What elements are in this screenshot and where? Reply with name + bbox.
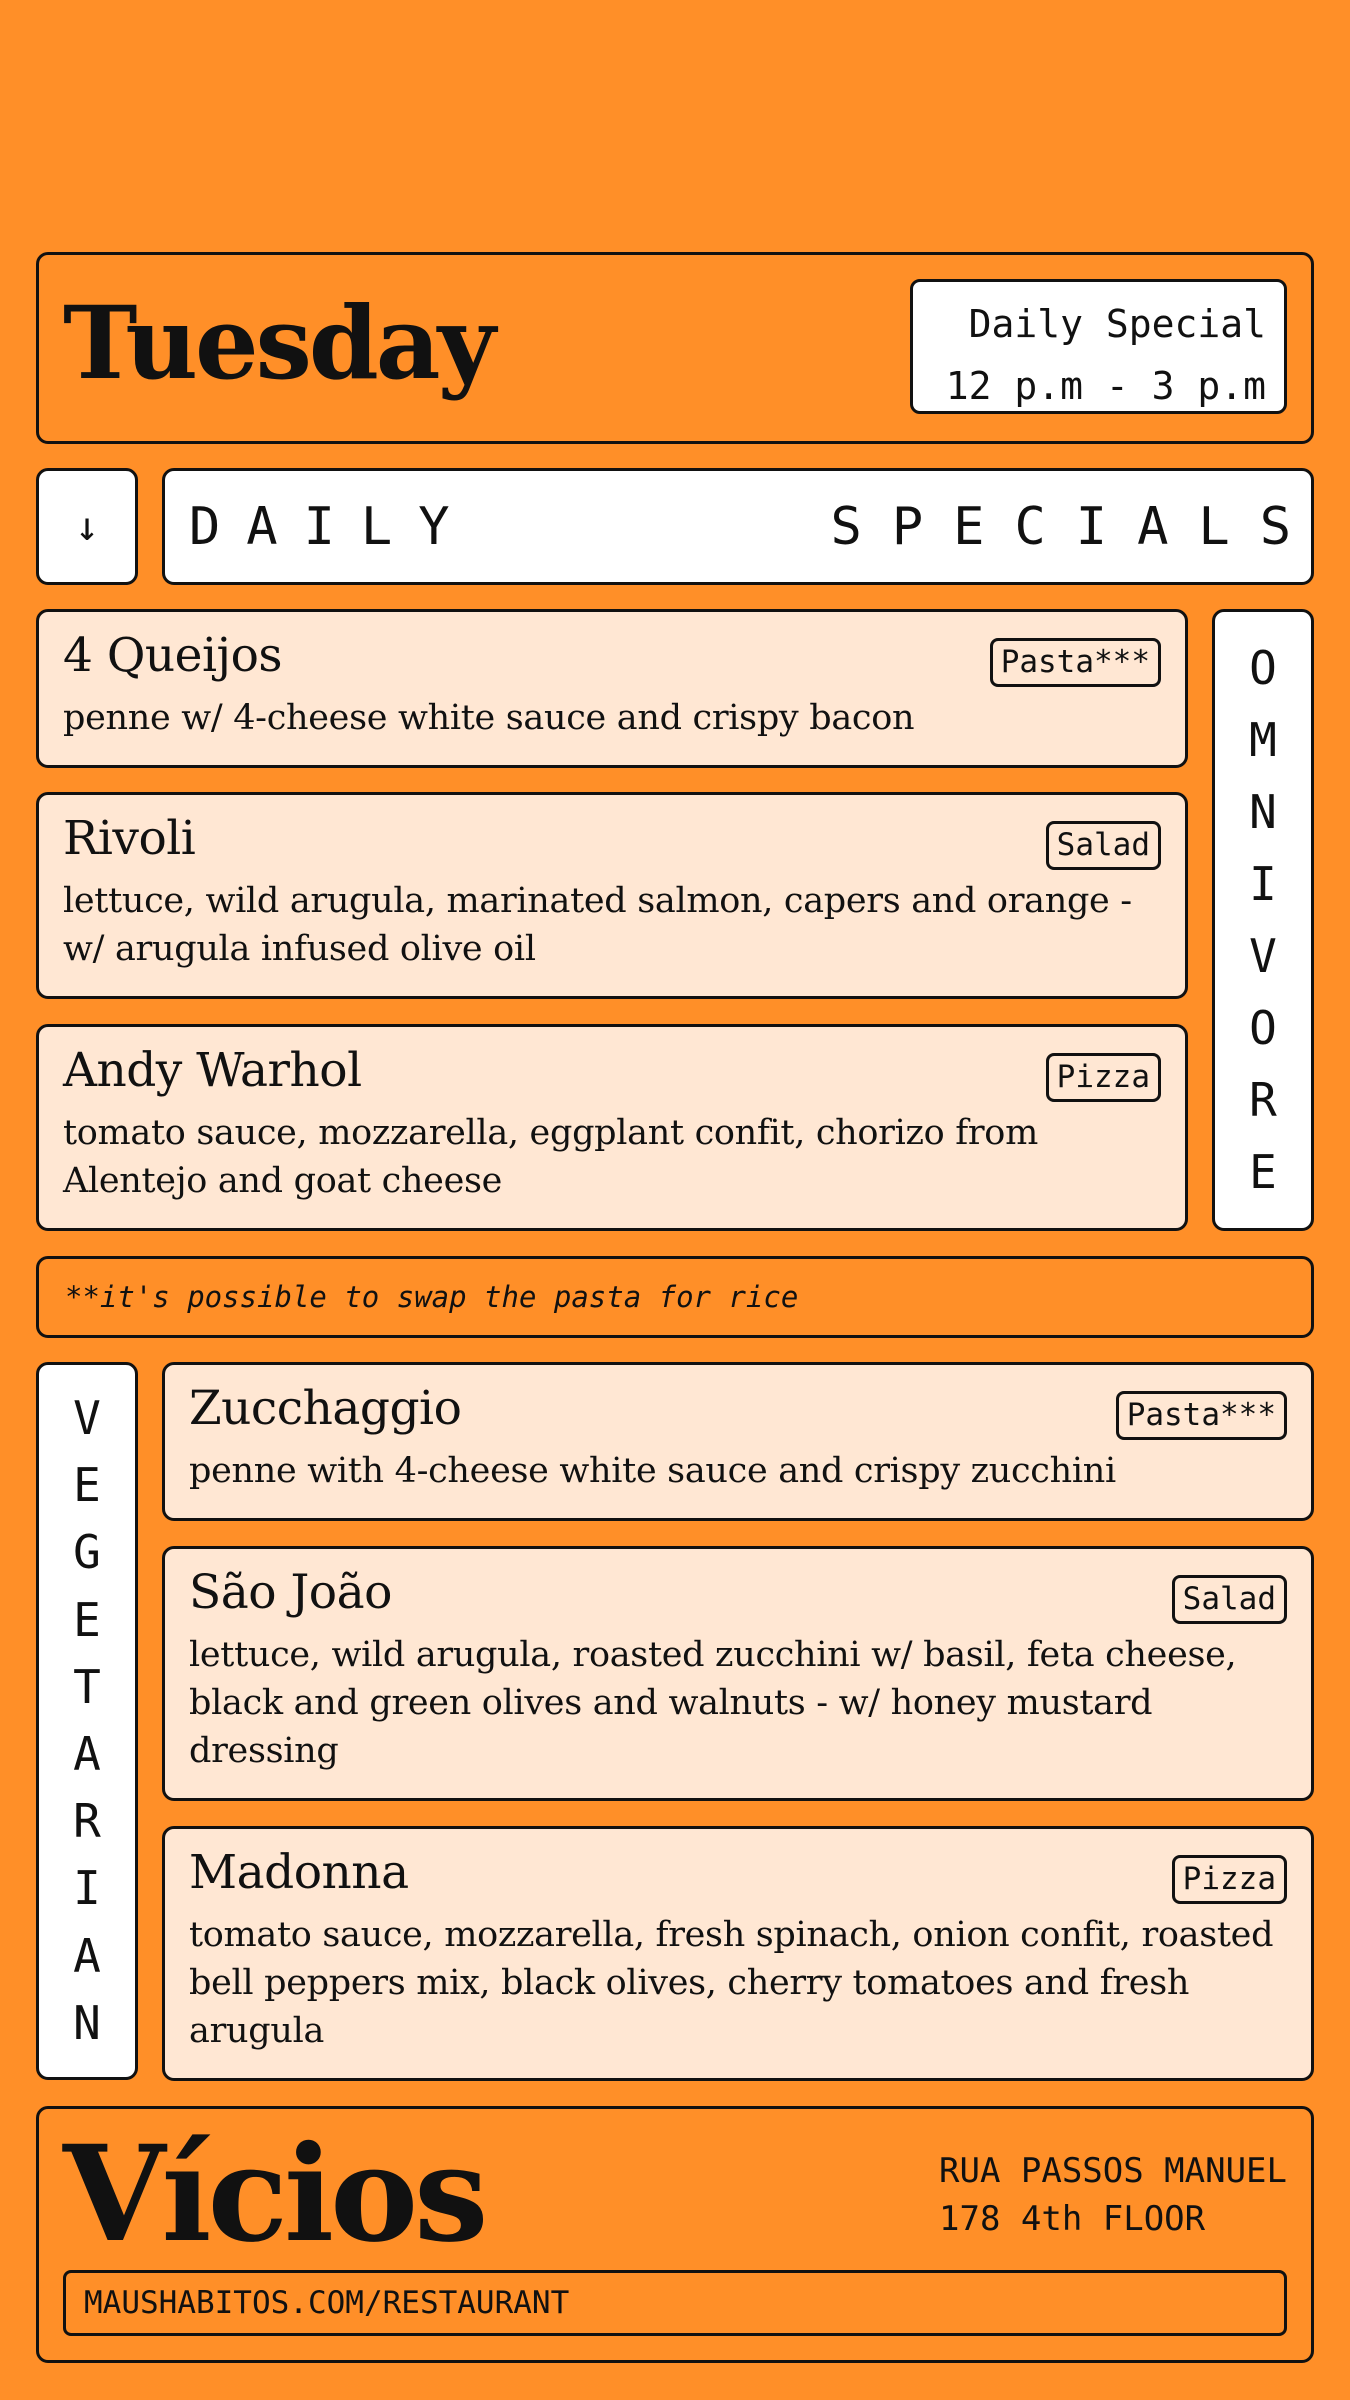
vegetarian-vertical-label	[36, 1362, 138, 2080]
footer-panel	[36, 2106, 1314, 2363]
address	[939, 2147, 1287, 2243]
vertical-label-letter: E	[1249, 1145, 1277, 1199]
menu-item	[36, 792, 1188, 999]
item-name: Rivoli	[63, 811, 196, 866]
menu-item	[162, 1546, 1314, 1801]
vertical-label-letter: R	[73, 1794, 101, 1849]
item-category-badge: Pasta***	[1116, 1391, 1287, 1440]
item-name: 4 Queijos	[63, 628, 282, 683]
vertical-label-letter: A	[73, 1727, 101, 1781]
item-name: Andy Warhol	[63, 1043, 362, 1098]
menu-item	[36, 609, 1188, 768]
vertical-label-letter: E	[73, 1458, 101, 1513]
item-description: lettuce, wild arugula, roasted zucchini w/ basil, feta cheese, black and green olives and walnuts - w/ honey mustard dressing	[189, 1635, 1237, 1771]
menu-item	[36, 1024, 1188, 1231]
item-category-badge: Pizza	[1046, 1053, 1161, 1102]
omnivore-vertical-label	[1212, 609, 1314, 1231]
item-description: tomato sauce, mozzarella, fresh spinach, onion confit, roasted bell peppers mix, black olives, cherry tomatoes and fresh arugula	[189, 1915, 1274, 2051]
vertical-label-letter: N	[73, 1995, 101, 2050]
item-description: penne w/ 4-cheese white sauce and crispy bacon	[63, 698, 915, 738]
restaurant-logo: Vícios	[63, 2117, 485, 2272]
arrow-down-box	[36, 468, 138, 585]
address-line-1: RUA PASSOS MANUEL	[939, 2151, 1287, 2191]
item-category-badge: Salad	[1046, 821, 1161, 870]
address-line-2: 178 4th FLOOR	[939, 2199, 1206, 2239]
item-category-badge: Pasta***	[990, 638, 1161, 687]
banner-word-specials: SPECIALS	[830, 496, 1321, 557]
menu-item	[162, 1826, 1314, 2081]
daily-specials-banner	[162, 468, 1321, 585]
website-link[interactable]: MAUSHABITOS.COM/RESTAURANT	[63, 2270, 1287, 2336]
vertical-label-letter: N	[1249, 785, 1277, 839]
rice-swap-note: **it's possible to swap the pasta for rice	[36, 1256, 1314, 1338]
item-name: São João	[189, 1565, 392, 1620]
item-category-badge: Salad	[1172, 1575, 1287, 1624]
daily-special-label: Daily Special	[968, 302, 1266, 346]
daily-special-hours: 12 p.m - 3 p.m	[945, 364, 1266, 408]
item-name: Zucchaggio	[189, 1381, 462, 1436]
item-description: lettuce, wild arugula, marinated salmon, capers and orange - w/ arugula infused olive oil	[63, 881, 1132, 969]
vertical-label-letter: V	[73, 1391, 101, 1446]
item-name: Madonna	[189, 1845, 409, 1900]
vertical-label-letter: O	[1249, 641, 1277, 695]
day-title: Tuesday	[63, 284, 493, 402]
daily-special-badge	[910, 279, 1287, 414]
vertical-label-letter: E	[73, 1592, 101, 1647]
item-description: penne with 4-cheese white sauce and crispy zucchini	[189, 1451, 1116, 1491]
vertical-label-letter: R	[1249, 1073, 1277, 1127]
vertical-label-letter: I	[73, 1861, 101, 1916]
banner-word-daily: DAILY	[189, 496, 476, 557]
vertical-label-letter: I	[1249, 857, 1277, 911]
menu-item	[162, 1362, 1314, 1521]
vertical-label-letter: O	[1249, 1001, 1277, 1055]
item-description: tomato sauce, mozzarella, eggplant confit, chorizo from Alentejo and goat cheese	[63, 1113, 1038, 1201]
vertical-label-letter: M	[1249, 713, 1277, 767]
vertical-label-letter: T	[73, 1659, 101, 1714]
arrow-down-icon: ↓	[74, 503, 100, 550]
header-panel	[36, 252, 1314, 444]
vertical-label-letter: A	[73, 1928, 101, 1983]
item-category-badge: Pizza	[1172, 1855, 1287, 1904]
vertical-label-letter: V	[1249, 929, 1277, 983]
vertical-label-letter: G	[73, 1525, 101, 1580]
